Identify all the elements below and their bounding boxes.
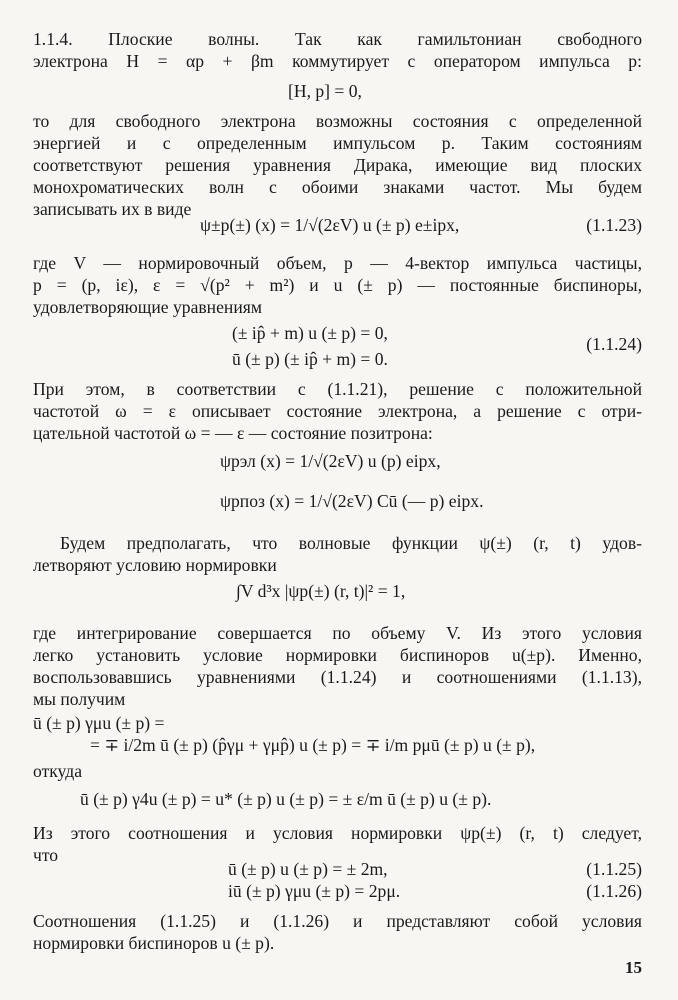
text-line: что [33,845,59,865]
equation: = ∓ i/2m ū (± p) (p̂γμ + γμp̂) u (± p) = ∓ i/m pμū (± p) u (± p), [90,735,536,755]
text-line: откуда [33,761,83,781]
text-line: p = (p, iε), ε = √(p² + m²) и u (± p) — постоянные биспиноры, [33,275,642,295]
equation: ∫V d³x |ψp(±) (r, t)|² = 1, [236,581,406,601]
equation-number: (1.1.24) [586,334,642,354]
page-number: 15 [625,958,642,977]
text-line: монохроматических волн с обоими знаками частот. Мы будем [33,177,642,197]
text-line: Соотношения (1.1.25) и (1.1.26) и представляют собой условия [33,911,642,931]
text-line: цательной частотой ω = — ε — состояние позитрона: [33,423,433,443]
equation-number: (1.1.25) [586,859,642,879]
equation: ψpпоз (x) = 1/√(2εV) Cū (— p) eipx. [220,491,484,511]
equation: ψpэл (x) = 1/√(2εV) u (p) eipx, [220,451,441,471]
text-line: записывать их в виде [33,199,192,219]
equation: ū (± p) γ4u (± p) = u* (± p) u (± p) = ± ε/m ū (± p) u (± p). [80,789,492,809]
text-line: удовлетворяющие уравнениям [33,297,262,317]
equation-1-1-25: ū (± p) u (± p) = ± 2m, [228,859,388,879]
text-line: энергией и с определенным импульсом p. Таким состояниям [33,133,642,153]
equation: ū (± p) γμu (± p) = [33,713,165,733]
equation: ū (± p) (± ip̂ + m) = 0. [232,349,388,369]
text-line: Из этого соотношения и условия нормировки ψp(±) (r, t) следует, [33,823,642,843]
equation-number: (1.1.26) [586,881,642,901]
text-line: где V — нормировочный объем, p — 4-вектор импульса частицы, [33,253,642,273]
equation-1-1-26: iū (± p) γμu (± p) = 2pμ. [228,881,401,901]
equation: (± ip̂ + m) u (± p) = 0, [232,323,388,343]
text-line: воспользовавшись уравнениями (1.1.24) и соотношениями (1.1.13), [33,667,642,687]
text-line: легко установить условие нормировки биспиноров u(±p). Именно, [33,645,642,665]
text-line: где интегрирование совершается по объему V. Из этого условия [33,623,642,643]
equation-number: (1.1.23) [586,215,642,235]
text-line: 1.1.4. Плоские волны. Так как гамильтониан свободного [33,29,642,49]
text-line: Будем предполагать, что волновые функции ψ(±) (r, t) удов- [60,533,642,553]
text-line: то для свободного электрона возможны состояния с определенной [33,111,642,131]
equation: [H, p] = 0, [288,81,362,101]
text-line: При этом, в соответствии с (1.1.21), решение с положительной [33,379,642,399]
text-line: соответствуют решения уравнения Дирака, имеющие вид плоских [33,155,642,175]
text-line: мы получим [33,689,126,709]
text-line: летворяют условию нормировки [33,555,277,575]
text-line: нормировки биспиноров u (± p). [33,933,275,953]
text-line: частотой ω = ε описывает состояние электрона, а решение с отри- [33,401,642,421]
equation-1-1-23: ψ±p(±) (x) = 1/√(2εV) u (± p) e±ipx, [200,215,460,235]
text-line: электрона H = αp + βm коммутирует с оператором импульса p: [33,51,642,71]
